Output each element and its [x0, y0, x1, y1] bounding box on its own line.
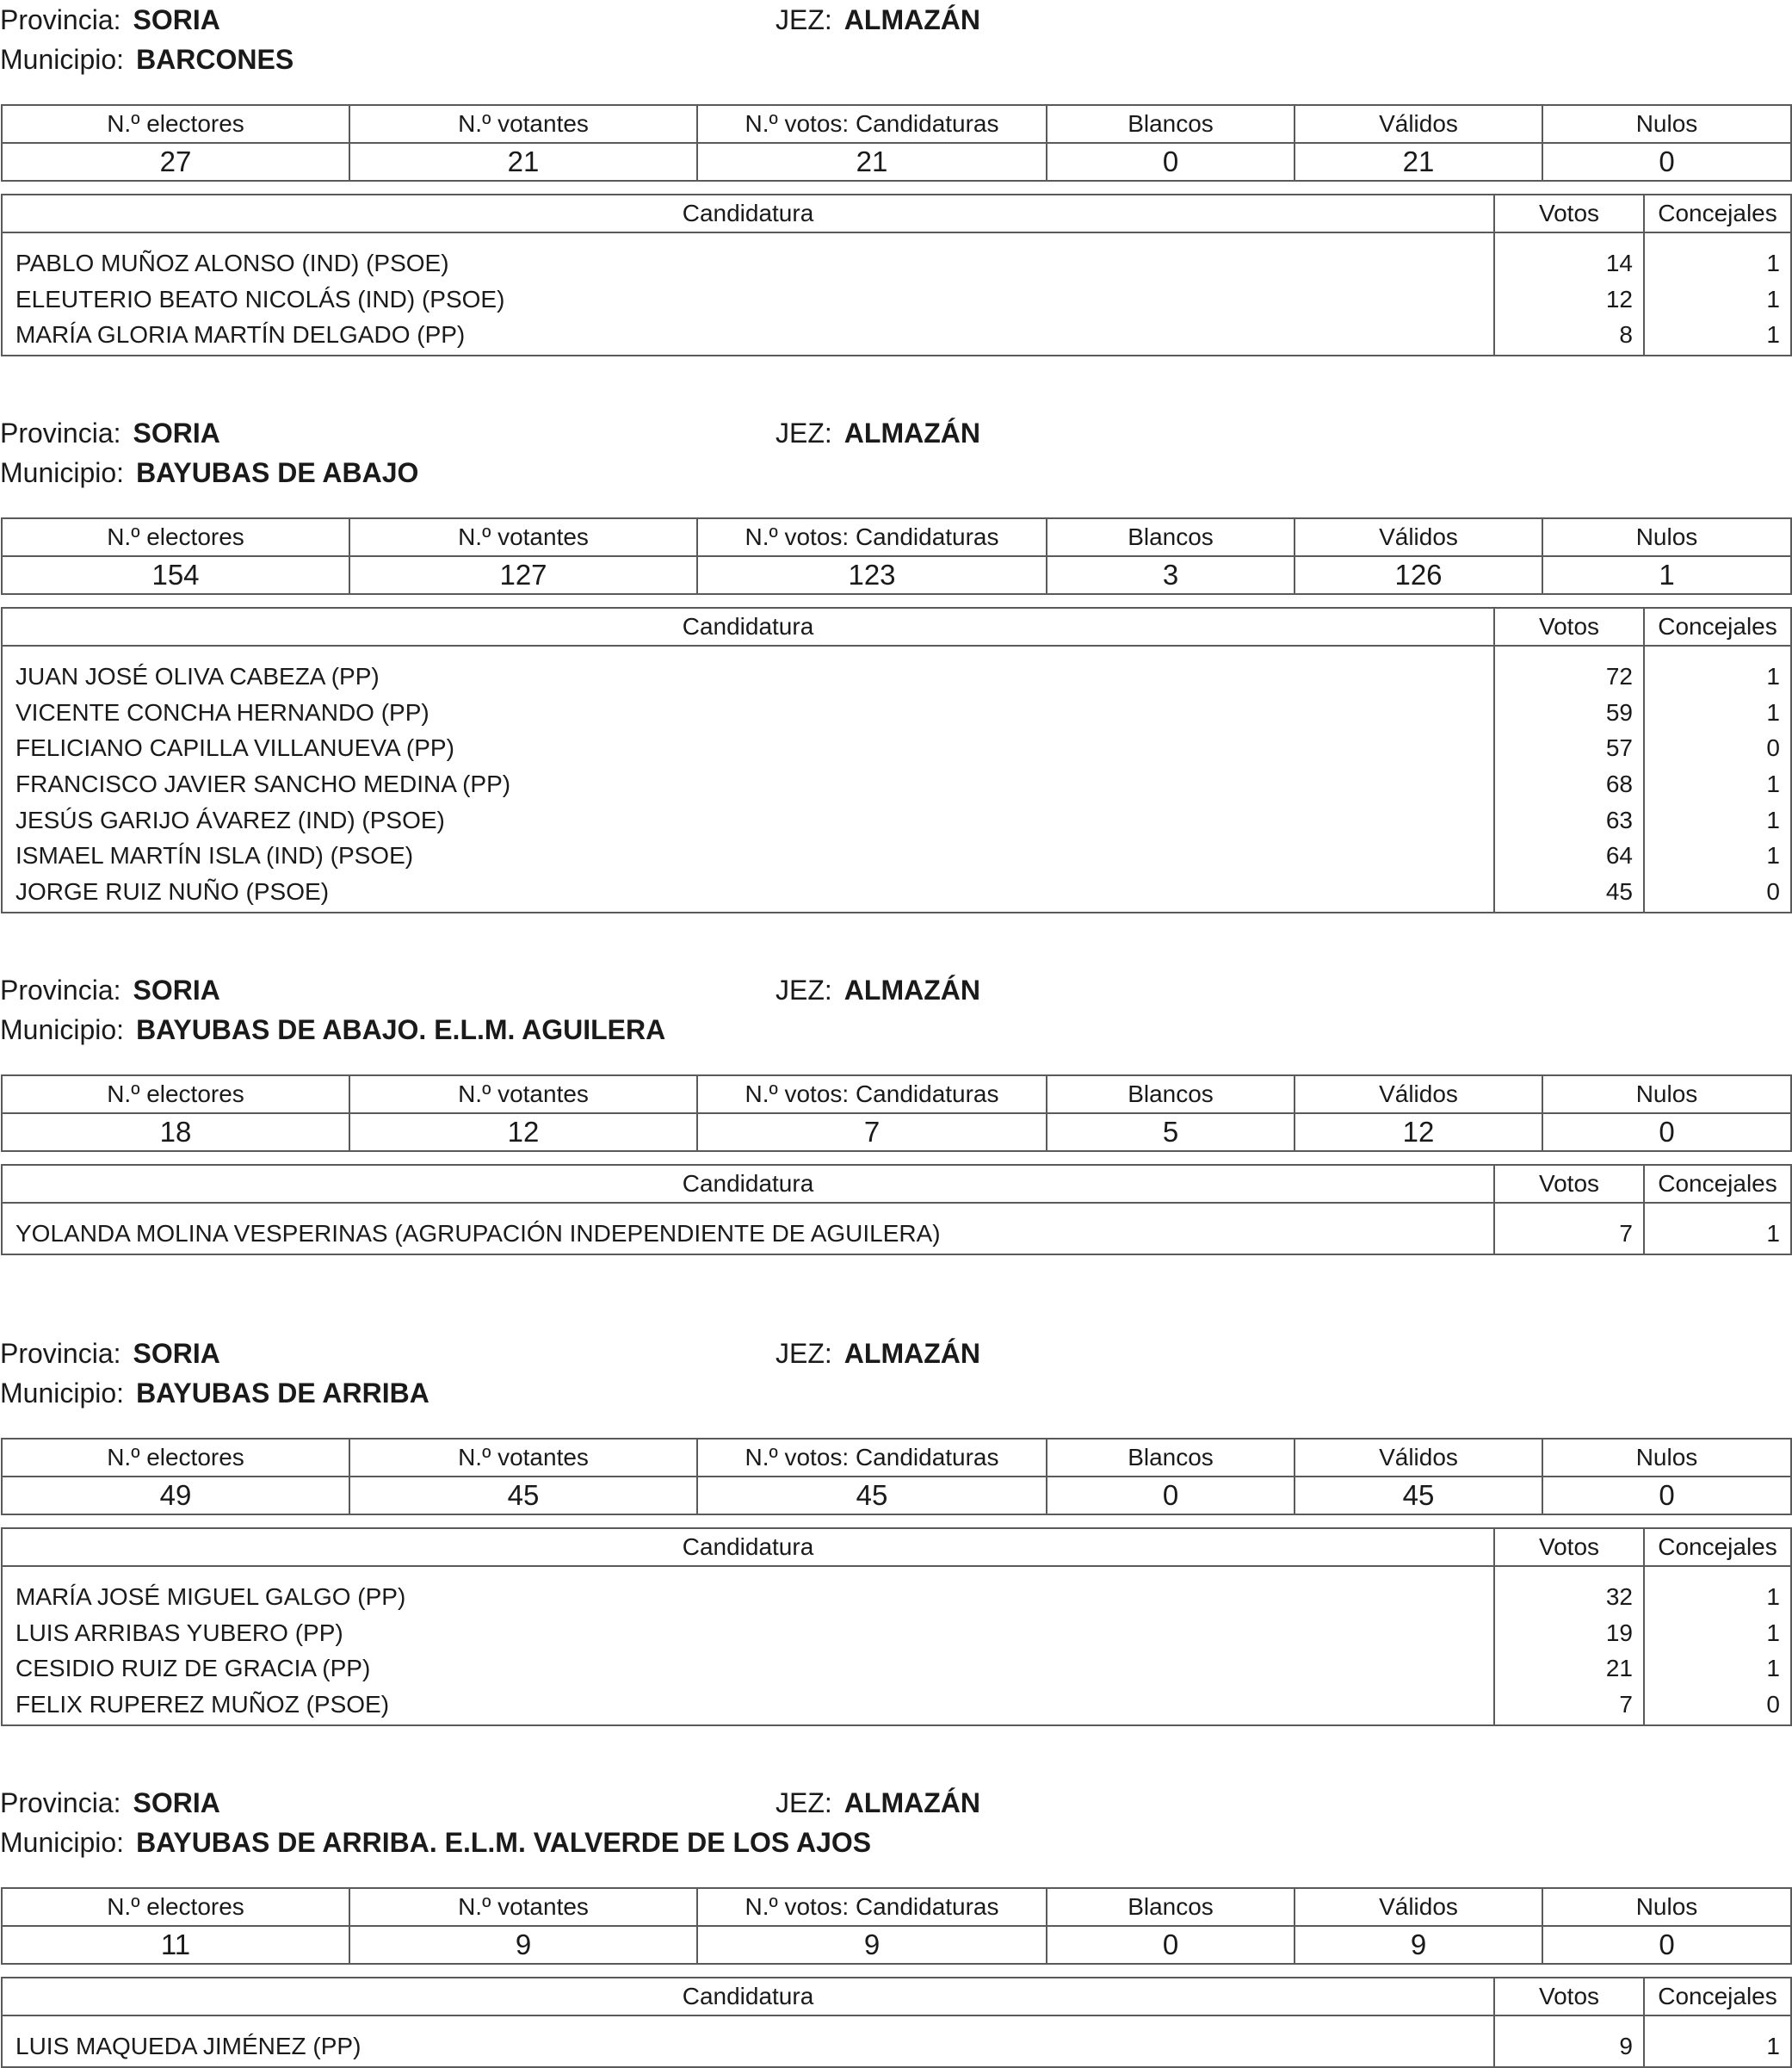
jez-line — [776, 1783, 980, 1823]
candidatura-header: Candidatura — [2, 1165, 1494, 1203]
candidatura-header: Candidatura — [2, 195, 1494, 232]
stats-value-row — [2, 556, 1791, 594]
candidatura-header: Candidatura — [2, 1978, 1494, 2015]
votos-header: Votos — [1494, 1165, 1644, 1203]
nulos-value: 0 — [1542, 143, 1791, 181]
candidate-votos: 12 — [1605, 285, 1633, 313]
votos-candidaturas-header: N.º votos: Candidaturas — [697, 1888, 1047, 1926]
candidate-votes-cell — [1494, 646, 1644, 913]
municipio-line — [0, 1823, 871, 1862]
electores-header: N.º electores — [2, 518, 349, 556]
votos-candidaturas-value: 7 — [697, 1113, 1047, 1151]
validos-value: 12 — [1295, 1113, 1542, 1151]
votos-header: Votos — [1494, 608, 1644, 646]
municipio-label: Municipio: — [0, 44, 125, 75]
municipio-value: BAYUBAS DE ABAJO. E.L.M. AGUILERA — [136, 1014, 666, 1045]
candidates-body-row — [2, 1566, 1791, 1725]
nulos-header: Nulos — [1542, 1439, 1791, 1477]
candidate-concejales: 0 — [1766, 734, 1780, 762]
votantes-value: 21 — [349, 143, 697, 181]
candidate-concejales: 1 — [1766, 285, 1780, 313]
jez-label: JEZ: — [776, 1338, 832, 1369]
votantes-value: 12 — [349, 1113, 697, 1151]
candidate-names-cell — [2, 646, 1494, 913]
votantes-header: N.º votantes — [349, 1888, 697, 1926]
votos-candidaturas-header: N.º votos: Candidaturas — [697, 1439, 1047, 1477]
candidate-name: LUIS MAQUEDA JIMÉNEZ (PP) — [15, 2033, 361, 2059]
jez-label: JEZ: — [776, 975, 832, 1006]
stats-value-row — [2, 1477, 1791, 1514]
candidate-concejales: 0 — [1766, 878, 1780, 906]
nulos-value: 0 — [1542, 1477, 1791, 1514]
jez-value: ALMAZÁN — [843, 1787, 980, 1818]
provincia-value: SORIA — [133, 975, 220, 1006]
jez-label: JEZ: — [776, 418, 832, 449]
provincia-value: SORIA — [133, 418, 220, 449]
jez-label: JEZ: — [776, 1787, 832, 1818]
provincia-value: SORIA — [133, 4, 220, 35]
municipio-line — [0, 40, 294, 79]
candidate-votes-cell — [1494, 232, 1644, 356]
nulos-header: Nulos — [1542, 1888, 1791, 1926]
electores-value: 49 — [2, 1477, 349, 1514]
municipio-line — [0, 1373, 429, 1413]
municipio-line — [0, 453, 418, 492]
votantes-value: 127 — [349, 556, 697, 594]
municipio-label: Municipio: — [0, 1827, 125, 1858]
nulos-value: 0 — [1542, 1926, 1791, 1964]
candidate-name: LUIS ARRIBAS YUBERO (PP) — [15, 1619, 343, 1646]
municipio-line — [0, 1010, 665, 1049]
votos-candidaturas-value: 45 — [697, 1477, 1047, 1514]
concejales-header: Concejales — [1644, 1165, 1791, 1203]
blancos-value: 0 — [1047, 143, 1295, 181]
votantes-header: N.º votantes — [349, 1075, 697, 1113]
validos-value: 45 — [1295, 1477, 1542, 1514]
candidate-names-cell — [2, 1566, 1494, 1725]
jez-label: JEZ: — [776, 4, 832, 35]
candidates-table — [1, 1977, 1792, 2068]
candidate-name: PABLO MUÑOZ ALONSO (IND) (PSOE) — [15, 250, 449, 276]
candidate-votos: 63 — [1605, 806, 1633, 833]
candidate-name: JORGE RUIZ NUÑO (PSOE) — [15, 878, 330, 906]
nulos-header: Nulos — [1542, 518, 1791, 556]
candidate-concejales: 1 — [1766, 1655, 1780, 1682]
municipio-value: BAYUBAS DE ABAJO — [136, 457, 419, 488]
jez-value: ALMAZÁN — [843, 975, 980, 1006]
candidate-councillors-cell — [1644, 646, 1791, 913]
candidate-name: ISMAEL MARTÍN ISLA (IND) (PSOE) — [15, 842, 414, 870]
candidate-concejales: 1 — [1766, 2033, 1780, 2059]
candidate-name: JESÚS GARIJO ÁVAREZ (IND) (PSOE) — [15, 806, 445, 833]
municipio-value: BAYUBAS DE ARRIBA — [136, 1378, 429, 1409]
concejales-header: Concejales — [1644, 608, 1791, 646]
blancos-value: 3 — [1047, 556, 1295, 594]
candidate-name: MARÍA GLORIA MARTÍN DELGADO (PP) — [15, 321, 466, 349]
stats-header-row — [2, 1075, 1791, 1113]
candidate-votos: 7 — [1619, 1691, 1633, 1718]
candidates-body-row — [2, 646, 1791, 913]
jez-line — [776, 1334, 980, 1373]
jez-line — [776, 970, 980, 1010]
validos-header: Válidos — [1295, 105, 1542, 143]
candidate-concejales: 0 — [1766, 1691, 1780, 1718]
stats-table — [1, 1074, 1792, 1152]
stats-value-row — [2, 143, 1791, 181]
blancos-value: 0 — [1047, 1477, 1295, 1514]
candidate-concejales: 1 — [1766, 698, 1780, 726]
concejales-header: Concejales — [1644, 195, 1791, 232]
jez-value: ALMAZÁN — [843, 1338, 980, 1369]
stats-header-row — [2, 1439, 1791, 1477]
electores-value: 11 — [2, 1926, 349, 1964]
stats-value-row — [2, 1113, 1791, 1151]
blancos-value: 5 — [1047, 1113, 1295, 1151]
provincia-label: Provincia: — [0, 4, 121, 35]
candidates-body-row — [2, 1203, 1791, 1254]
candidate-votos: 7 — [1619, 1220, 1633, 1247]
candidate-votos: 21 — [1605, 1655, 1633, 1682]
candidate-concejales: 1 — [1766, 842, 1780, 870]
jez-value: ALMAZÁN — [843, 418, 980, 449]
candidate-votos: 9 — [1619, 2033, 1633, 2059]
jez-value: ALMAZÁN — [843, 4, 980, 35]
provincia-label: Provincia: — [0, 975, 121, 1006]
blancos-header: Blancos — [1047, 1888, 1295, 1926]
validos-value: 126 — [1295, 556, 1542, 594]
electores-value: 18 — [2, 1113, 349, 1151]
validos-header: Válidos — [1295, 1888, 1542, 1926]
candidate-votos: 14 — [1605, 250, 1633, 276]
candidate-names-cell — [2, 232, 1494, 356]
candidates-table — [1, 194, 1792, 356]
votos-candidaturas-header: N.º votos: Candidaturas — [697, 105, 1047, 143]
validos-value: 9 — [1295, 1926, 1542, 1964]
candidate-concejales: 1 — [1766, 1619, 1780, 1646]
votantes-header: N.º votantes — [349, 518, 697, 556]
municipio-label: Municipio: — [0, 1378, 125, 1409]
provincia-value: SORIA — [133, 1338, 220, 1369]
votantes-header: N.º votantes — [349, 1439, 697, 1477]
candidate-councillors-cell — [1644, 232, 1791, 356]
candidates-table — [1, 1164, 1792, 1255]
blancos-header: Blancos — [1047, 1075, 1295, 1113]
stats-table — [1, 1887, 1792, 1965]
stats-table — [1, 1438, 1792, 1515]
candidate-name: MARÍA JOSÉ MIGUEL GALGO (PP) — [15, 1583, 406, 1610]
candidates-body-row — [2, 232, 1791, 356]
electores-value: 154 — [2, 556, 349, 594]
validos-header: Válidos — [1295, 518, 1542, 556]
candidate-votos: 45 — [1605, 878, 1633, 906]
validos-header: Válidos — [1295, 1075, 1542, 1113]
stats-header-row — [2, 105, 1791, 143]
blancos-header: Blancos — [1047, 518, 1295, 556]
provincia-label: Provincia: — [0, 1338, 121, 1369]
provincia-label: Provincia: — [0, 1787, 121, 1818]
candidate-votos: 57 — [1605, 734, 1633, 762]
votos-header: Votos — [1494, 1978, 1644, 2015]
blancos-header: Blancos — [1047, 1439, 1295, 1477]
candidate-councillors-cell — [1644, 1203, 1791, 1254]
blancos-value: 0 — [1047, 1926, 1295, 1964]
candidate-votos: 72 — [1605, 663, 1633, 690]
candidate-name: CESIDIO RUIZ DE GRACIA (PP) — [15, 1655, 371, 1682]
votos-header: Votos — [1494, 1528, 1644, 1566]
electores-header: N.º electores — [2, 1439, 349, 1477]
stats-header-row — [2, 1888, 1791, 1926]
candidates-header-row — [2, 608, 1791, 646]
jez-line — [776, 413, 980, 453]
blancos-header: Blancos — [1047, 105, 1295, 143]
municipio-label: Municipio: — [0, 1014, 125, 1045]
electores-header: N.º electores — [2, 105, 349, 143]
candidate-names-cell — [2, 1203, 1494, 1254]
candidate-votos: 64 — [1605, 842, 1633, 870]
candidate-name: FELIX RUPEREZ MUÑOZ (PSOE) — [15, 1691, 390, 1718]
stats-value-row — [2, 1926, 1791, 1964]
candidate-concejales: 1 — [1766, 663, 1780, 690]
municipio-value: BAYUBAS DE ARRIBA. E.L.M. VALVERDE DE LOS AJOS — [136, 1827, 872, 1858]
provincia-line — [0, 413, 220, 453]
candidate-votos: 68 — [1605, 771, 1633, 798]
jez-line — [776, 0, 980, 40]
validos-value: 21 — [1295, 143, 1542, 181]
municipio-label: Municipio: — [0, 457, 125, 488]
votos-candidaturas-header: N.º votos: Candidaturas — [697, 1075, 1047, 1113]
candidate-votes-cell — [1494, 2015, 1644, 2067]
candidate-name: VICENTE CONCHA HERNANDO (PP) — [15, 698, 429, 726]
votos-candidaturas-value: 9 — [697, 1926, 1047, 1964]
votos-header: Votos — [1494, 195, 1644, 232]
candidates-table — [1, 607, 1792, 913]
candidate-name: ELEUTERIO BEATO NICOLÁS (IND) (PSOE) — [15, 285, 505, 313]
electores-header: N.º electores — [2, 1075, 349, 1113]
provincia-value: SORIA — [133, 1787, 220, 1818]
candidate-names-cell — [2, 2015, 1494, 2067]
concejales-header: Concejales — [1644, 1528, 1791, 1566]
stats-header-row — [2, 518, 1791, 556]
candidates-header-row — [2, 195, 1791, 232]
candidate-councillors-cell — [1644, 1566, 1791, 1725]
candidate-votes-cell — [1494, 1203, 1644, 1254]
candidatura-header: Candidatura — [2, 1528, 1494, 1566]
electores-value: 27 — [2, 143, 349, 181]
candidates-table — [1, 1527, 1792, 1726]
stats-table — [1, 104, 1792, 182]
votantes-value: 9 — [349, 1926, 697, 1964]
votantes-header: N.º votantes — [349, 105, 697, 143]
candidate-councillors-cell — [1644, 2015, 1791, 2067]
candidate-votes-cell — [1494, 1566, 1644, 1725]
candidate-name: JUAN JOSÉ OLIVA CABEZA (PP) — [15, 663, 380, 690]
candidate-name: FELICIANO CAPILLA VILLANUEVA (PP) — [15, 734, 454, 762]
candidate-votos: 19 — [1605, 1619, 1633, 1646]
provincia-line — [0, 1783, 220, 1823]
concejales-header: Concejales — [1644, 1978, 1791, 2015]
candidate-concejales: 1 — [1766, 771, 1780, 798]
electores-header: N.º electores — [2, 1888, 349, 1926]
candidatura-header: Candidatura — [2, 608, 1494, 646]
candidate-votos: 59 — [1605, 698, 1633, 726]
provincia-label: Provincia: — [0, 418, 121, 449]
votos-candidaturas-header: N.º votos: Candidaturas — [697, 518, 1047, 556]
validos-header: Válidos — [1295, 1439, 1542, 1477]
candidates-body-row — [2, 2015, 1791, 2067]
provincia-line — [0, 0, 220, 40]
provincia-line — [0, 1334, 220, 1373]
nulos-value: 0 — [1542, 1113, 1791, 1151]
candidate-name: YOLANDA MOLINA VESPERINAS (AGRUPACIÓN INDEPENDIENTE DE AGUILERA) — [15, 1220, 941, 1247]
candidate-concejales: 1 — [1766, 250, 1780, 276]
candidate-votos: 32 — [1605, 1583, 1633, 1610]
candidate-name: FRANCISCO JAVIER SANCHO MEDINA (PP) — [15, 771, 511, 798]
candidates-header-row — [2, 1978, 1791, 2015]
candidate-concejales: 1 — [1766, 1220, 1780, 1247]
provincia-line — [0, 970, 220, 1010]
nulos-value: 1 — [1542, 556, 1791, 594]
nulos-header: Nulos — [1542, 105, 1791, 143]
votantes-value: 45 — [349, 1477, 697, 1514]
candidate-concejales: 1 — [1766, 1583, 1780, 1610]
candidate-votos: 8 — [1619, 321, 1633, 349]
candidate-concejales: 1 — [1766, 806, 1780, 833]
stats-table — [1, 517, 1792, 595]
candidates-header-row — [2, 1528, 1791, 1566]
votos-candidaturas-value: 21 — [697, 143, 1047, 181]
votos-candidaturas-value: 123 — [697, 556, 1047, 594]
nulos-header: Nulos — [1542, 1075, 1791, 1113]
candidates-header-row — [2, 1165, 1791, 1203]
candidate-concejales: 1 — [1766, 321, 1780, 349]
municipio-value: BARCONES — [136, 44, 294, 75]
